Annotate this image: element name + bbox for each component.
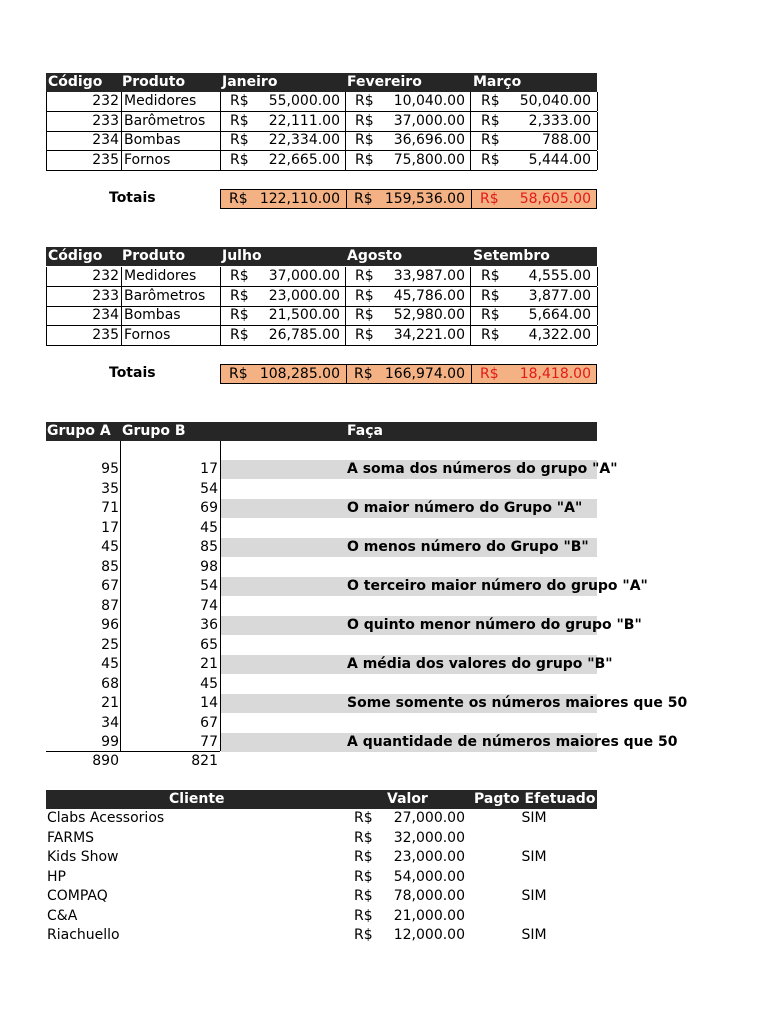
currency-label: R$: [355, 112, 374, 129]
client-paid: SIM: [521, 810, 547, 826]
currency-label: R$: [354, 366, 373, 382]
task-instruction: A soma dos números do grupo "A": [347, 461, 618, 477]
table-header: [46, 73, 597, 92]
currency-label: R$: [354, 191, 373, 207]
cell-value: 75,800.00: [393, 151, 465, 168]
header-codigo: Código: [48, 74, 103, 90]
clients-header: [46, 790, 597, 809]
client-name: Riachuello: [47, 927, 120, 943]
grupo-a-value: 21: [101, 695, 119, 711]
header-cliente: Cliente: [169, 791, 225, 807]
currency-label: R$: [354, 888, 373, 904]
grupo-b-value: 65: [200, 636, 218, 653]
cell-value: 21,500.00: [268, 307, 340, 323]
cell-product: Medidores: [122, 267, 221, 286]
grupo-a-value: 35: [101, 480, 119, 497]
total-month-2: 159,536.00: [384, 191, 465, 207]
totals-box: [220, 189, 597, 209]
task-instruction: A média dos valores do grupo "B": [347, 656, 613, 672]
client-value: 23,000.00: [393, 849, 465, 865]
currency-label: R$: [355, 307, 374, 323]
header-month-3: Setembro: [473, 248, 550, 264]
task-instruction: A quantidade de números maiores que 50: [347, 734, 678, 750]
header-grupo-a: Grupo A: [47, 423, 111, 439]
cell-product: Fornos: [122, 326, 221, 345]
header-month-3: Março: [473, 74, 522, 90]
currency-label: R$: [230, 287, 249, 304]
grupo-b-value: 85: [200, 539, 218, 555]
totals-label: Totais: [109, 365, 156, 381]
cell-value: 23,000.00: [268, 287, 340, 304]
currency-label: R$: [481, 132, 500, 148]
totals-label: Totais: [109, 190, 156, 206]
cell-product: Bombas: [122, 131, 221, 150]
currency-label: R$: [230, 93, 249, 109]
header-produto: Produto: [122, 74, 186, 90]
currency-label: R$: [354, 810, 373, 826]
total-month-1: 108,285.00: [259, 366, 340, 382]
task-instruction: O terceiro maior número do grupo "A": [347, 578, 648, 594]
grupo-a-value: 45: [101, 539, 119, 555]
currency-label: R$: [481, 287, 500, 304]
currency-label: R$: [354, 849, 373, 865]
currency-label: R$: [229, 191, 248, 207]
grupo-a-value: 96: [101, 617, 119, 633]
client-name: FARMS: [47, 829, 95, 846]
cell-product: Fornos: [122, 151, 221, 170]
header-month-1: Janeiro: [222, 74, 278, 90]
header-month-2: Fevereiro: [347, 74, 422, 90]
currency-label: R$: [481, 112, 500, 129]
task-instruction: Some somente os números maiores que 50: [347, 695, 688, 711]
cell-code: 232: [47, 267, 122, 286]
grupo-b-value: 45: [200, 675, 218, 692]
client-paid: SIM: [521, 888, 547, 904]
cell-value: 5,444.00: [528, 151, 591, 168]
task-instruction: O quinto menor número do grupo "B": [347, 617, 642, 633]
cell-value: 26,785.00: [268, 326, 340, 343]
table-row: [46, 112, 597, 132]
cell-value: 4,322.00: [528, 326, 591, 343]
cell-code: 233: [47, 112, 122, 131]
cell-value: 788.00: [542, 132, 591, 148]
grupo-b-value: 69: [200, 500, 218, 516]
currency-label: R$: [480, 366, 499, 382]
currency-label: R$: [230, 326, 249, 343]
client-paid: SIM: [521, 927, 547, 943]
grupo-b-value: 74: [200, 597, 218, 614]
grupo-b-value: 54: [200, 480, 218, 497]
cell-value: 50,040.00: [519, 93, 591, 109]
currency-label: R$: [480, 191, 499, 207]
cell-code: 234: [47, 131, 122, 150]
client-value: 78,000.00: [393, 888, 465, 904]
grupo-a-value: 95: [101, 461, 119, 477]
cell-value: 33,987.00: [393, 268, 465, 284]
client-name: Kids Show: [47, 849, 119, 865]
currency-label: R$: [355, 151, 374, 168]
grupo-b-value: 67: [200, 714, 218, 731]
table-row: [46, 326, 597, 346]
cell-value: 22,665.00: [268, 151, 340, 168]
grupo-a-value: 68: [101, 675, 119, 692]
header-month-1: Julho: [222, 248, 262, 264]
client-name: COMPAQ: [47, 888, 108, 904]
header-produto: Produto: [122, 248, 186, 264]
client-value: 54,000.00: [393, 868, 465, 885]
currency-label: R$: [354, 868, 373, 885]
task-instruction: O maior número do Grupo "A": [347, 500, 583, 516]
cell-product: Barômetros: [122, 287, 221, 306]
grupo-a-value: 34: [101, 714, 119, 731]
cell-value: 34,221.00: [393, 326, 465, 343]
grupo-b-value: 98: [200, 558, 218, 575]
grupo-b-value: 45: [200, 519, 218, 536]
cell-code: 233: [47, 287, 122, 306]
currency-label: R$: [355, 268, 374, 284]
cell-value: 3,877.00: [528, 287, 591, 304]
cell-product: Bombas: [122, 306, 221, 325]
cell-product: Medidores: [122, 92, 221, 111]
header-faca: Faça: [347, 423, 383, 439]
cell-value: 22,334.00: [268, 132, 340, 148]
cell-value: 45,786.00: [393, 287, 465, 304]
table-row: [46, 267, 597, 287]
total-month-3: 18,418.00: [519, 366, 591, 382]
currency-label: R$: [230, 112, 249, 129]
total-month-2: 166,974.00: [384, 366, 465, 382]
cell-value: 36,696.00: [393, 132, 465, 148]
header-pagto: Pagto Efetuado: [474, 791, 596, 807]
total-month-3: 58,605.00: [519, 191, 591, 207]
client-value: 27,000.00: [393, 810, 465, 826]
grupo-a-value: 67: [101, 578, 119, 594]
cell-value: 55,000.00: [268, 93, 340, 109]
cell-value: 22,111.00: [268, 112, 340, 129]
task-instruction: O menos número do Grupo "B": [347, 539, 589, 555]
client-name: HP: [47, 868, 66, 885]
table-header: [46, 247, 597, 266]
currency-label: R$: [354, 907, 373, 924]
cell-value: 10,040.00: [393, 93, 465, 109]
cell-value: 4,555.00: [528, 268, 591, 284]
grupo-b-value: 17: [200, 461, 218, 477]
grupo-b-value: 21: [200, 656, 218, 672]
cell-value: 52,980.00: [393, 307, 465, 323]
grupo-a-value: 17: [101, 519, 119, 536]
currency-label: R$: [354, 829, 373, 846]
sum-grupo-a: 890: [92, 753, 119, 769]
cell-product: Barômetros: [122, 112, 221, 131]
client-value: 32,000.00: [393, 829, 465, 846]
client-name: Clabs Acessorios: [47, 810, 165, 826]
grupo-a-value: 45: [101, 656, 119, 672]
header-month-2: Agosto: [347, 248, 403, 264]
table-row: [46, 287, 597, 307]
cell-value: 37,000.00: [393, 112, 465, 129]
currency-label: R$: [481, 326, 500, 343]
table-row: [46, 151, 597, 171]
grupo-b-value: 14: [200, 695, 218, 711]
table-row: [46, 306, 597, 326]
grupo-a-value: 87: [101, 597, 119, 614]
sum-grupo-b: 821: [191, 753, 218, 769]
table-row: [46, 92, 597, 112]
totals-box: [220, 364, 597, 384]
header-grupo-b: Grupo B: [122, 423, 186, 439]
client-paid: SIM: [521, 849, 547, 865]
currency-label: R$: [481, 268, 500, 284]
groups-header: [46, 422, 597, 441]
currency-label: R$: [229, 366, 248, 382]
grupo-a-value: 25: [101, 636, 119, 653]
grupo-b-value: 36: [200, 617, 218, 633]
currency-label: R$: [230, 307, 249, 323]
grupo-b-value: 77: [200, 734, 218, 750]
currency-label: R$: [355, 132, 374, 148]
header-codigo: Código: [48, 248, 103, 264]
cell-code: 232: [47, 92, 122, 111]
client-value: 21,000.00: [393, 907, 465, 924]
table-row: [46, 131, 597, 151]
currency-label: R$: [355, 93, 374, 109]
cell-value: 37,000.00: [268, 268, 340, 284]
client-value: 12,000.00: [393, 927, 465, 943]
currency-label: R$: [355, 287, 374, 304]
grupo-a-value: 85: [101, 558, 119, 575]
grupo-a-value: 99: [101, 734, 119, 750]
currency-label: R$: [230, 268, 249, 284]
currency-label: R$: [355, 326, 374, 343]
currency-label: R$: [481, 93, 500, 109]
client-name: C&A: [47, 907, 78, 924]
currency-label: R$: [481, 151, 500, 168]
currency-label: R$: [481, 307, 500, 323]
total-month-1: 122,110.00: [259, 191, 340, 207]
grupo-a-value: 71: [101, 500, 119, 516]
cell-value: 5,664.00: [528, 307, 591, 323]
cell-code: 235: [47, 151, 122, 170]
cell-code: 234: [47, 306, 122, 325]
cell-value: 2,333.00: [528, 112, 591, 129]
grupo-b-value: 54: [200, 578, 218, 594]
currency-label: R$: [230, 132, 249, 148]
header-valor: Valor: [387, 791, 428, 807]
currency-label: R$: [354, 927, 373, 943]
cell-code: 235: [47, 326, 122, 345]
currency-label: R$: [230, 151, 249, 168]
